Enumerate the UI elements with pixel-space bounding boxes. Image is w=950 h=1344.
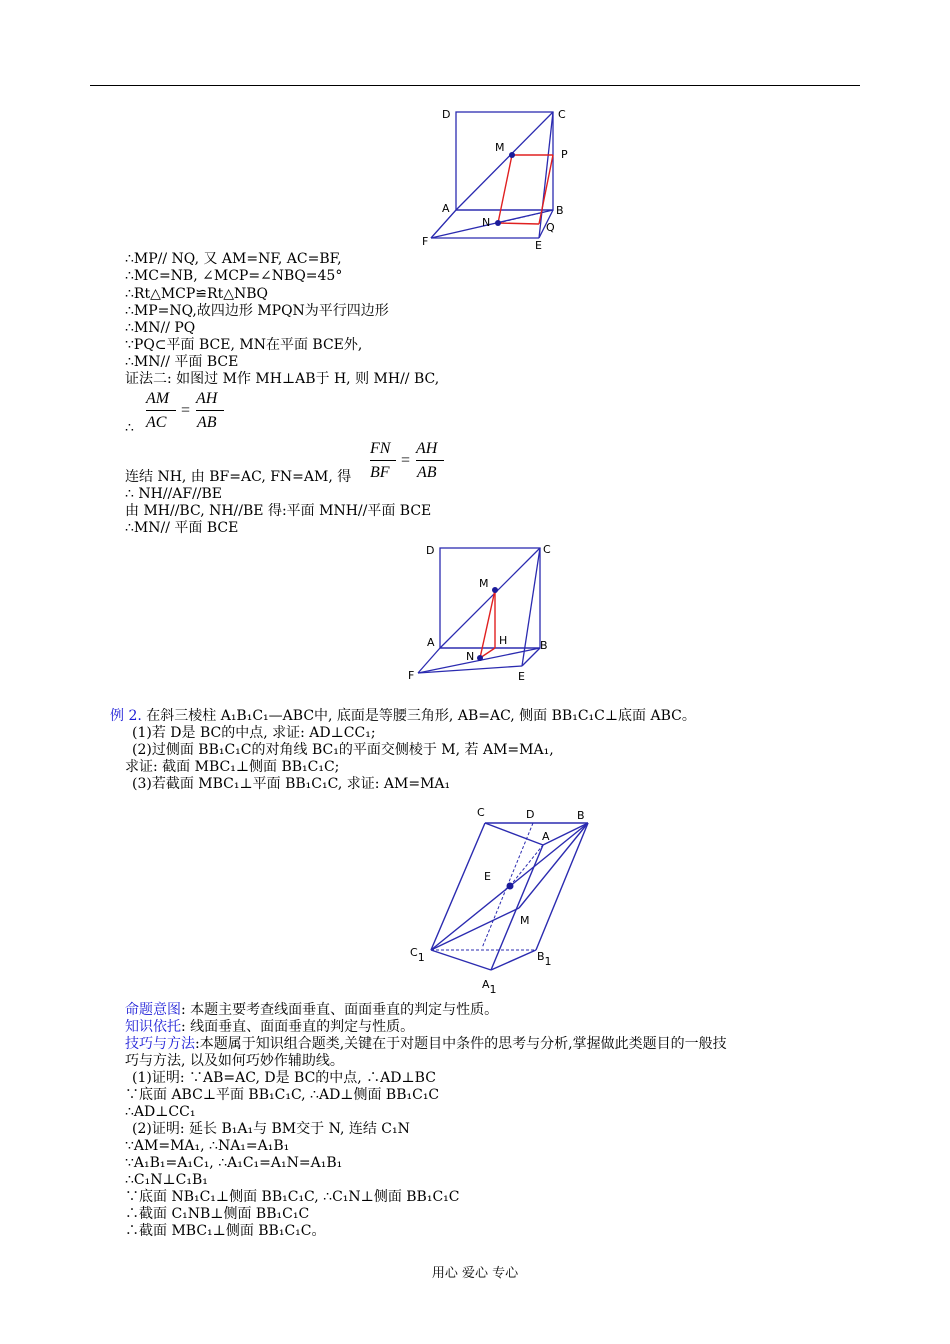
proof2-line5: ∵AM=MA₁, ∴NA₁=A₁B₁	[125, 1138, 290, 1154]
label-e: E	[535, 239, 542, 250]
fraction-am-ac	[146, 390, 226, 436]
proof2-line2: ∵底面 ABC⊥平面 BB₁C₁C, ∴AD⊥侧面 BB₁C₁C	[125, 1087, 440, 1103]
frac1-den-left: AC	[146, 414, 167, 431]
proof1-line3: ∴Rt△MCP≌Rt△NBQ	[125, 286, 268, 302]
proof1-line1: ∴MP// NQ, 又 AM=NF, AC=BF,	[125, 251, 342, 267]
example2-q1: (1)若 D是 BC的中点, 求证: AD⊥CC₁;	[132, 725, 376, 741]
label-c: C	[558, 108, 566, 121]
example2-text: 在斜三棱柱 A₁B₁C₁—ABC中, 底面是等腰三角形, AB=AC, 侧面 BB₁C₁C⊥底面 ABC。	[141, 708, 696, 724]
proof1-line9: ∴	[125, 420, 134, 436]
example2-q3: (3)若截面 MBC₁⊥平面 BB₁C₁C, 求证: AM=MA₁	[132, 776, 451, 792]
proof1-line8: 证法二: 如图过 M作 MH⊥AB于 H, 则 MH// BC,	[125, 371, 440, 387]
label-b: B	[556, 204, 564, 217]
label-c: C	[477, 806, 485, 819]
label-d: D	[426, 544, 435, 557]
frac2-bar-left	[370, 460, 396, 461]
example2-q2b: 求证: 截面 MBC₁⊥侧面 BB₁C₁C;	[125, 759, 340, 775]
proof2-line4: (2)证明: 延长 B₁A₁与 BM交于 N, 连结 C₁N	[132, 1121, 410, 1137]
proof2-line6: ∵A₁B₁=A₁C₁, ∴A₁C₁=A₁N=A₁B₁	[125, 1155, 343, 1171]
label-q: Q	[546, 221, 555, 234]
frac2-num-left: FN	[370, 440, 391, 457]
basis-text: : 线面垂直、面面垂直的判定与性质。	[181, 1019, 415, 1035]
frac1-equals: =	[181, 402, 191, 419]
frac2-den-left: BF	[370, 464, 390, 481]
intent-line	[125, 1002, 498, 1019]
label-d: D	[442, 108, 451, 121]
proof2-line1: (1)证明: ∵AB=AC, D是 BC的中点, ∴AD⊥BC	[132, 1070, 436, 1086]
intent-text: : 本题主要考查线面垂直、面面垂直的判定与性质。	[181, 1002, 499, 1018]
proof2-line3: ∴AD⊥CC₁	[125, 1104, 196, 1120]
label-n: N	[482, 216, 491, 229]
label-f: F	[422, 235, 429, 248]
label-b1: B1	[537, 950, 552, 968]
fraction-fn-bf	[370, 440, 450, 486]
label-h: H	[499, 634, 508, 647]
proof1-line6: ∵PQ⊂平面 BCE, MN在平面 BCE外,	[125, 337, 363, 353]
label-d: D	[526, 808, 535, 821]
example2-q2: (2)过侧面 BB₁C₁C的对角线 BC₁的平面交侧棱于 M, 若 AM=MA₁,	[132, 742, 554, 758]
frac1-den-right: AB	[197, 414, 217, 431]
proof1-line13: ∴MN// 平面 BCE	[125, 520, 239, 536]
proof2-line8: ∵底面 NB₁C₁⊥侧面 BB₁C₁C, ∴C₁N⊥侧面 BB₁C₁C	[125, 1189, 460, 1205]
label-m: M	[495, 141, 505, 154]
proof1-line11: ∴ NH//AF//BE	[125, 486, 223, 502]
example2-label: 例 2.	[110, 708, 142, 724]
proof1-line5: ∴MN// PQ	[125, 320, 196, 336]
basis-label: 知识依托	[125, 1019, 181, 1035]
label-m: M	[479, 577, 489, 590]
label-b: B	[540, 639, 548, 652]
label-c1: C1	[410, 946, 425, 964]
label-f: F	[408, 669, 415, 682]
label-a: A	[427, 636, 435, 649]
label-e: E	[484, 870, 491, 883]
page-footer: 用心 爱心 专心	[431, 1266, 519, 1281]
label-p: P	[561, 148, 568, 161]
figure-cube-mpqn	[415, 100, 585, 250]
proof2-line9: ∴截面 C₁NB⊥侧面 BB₁C₁C	[125, 1206, 310, 1222]
proof1-line12: 由 MH//BC, NH//BE 得:平面 MNH//平面 BCE	[125, 503, 432, 519]
frac1-bar-left	[146, 410, 176, 411]
label-a: A	[542, 830, 550, 843]
frac2-den-right: AB	[417, 464, 437, 481]
label-c: C	[543, 543, 551, 556]
figure-cube-mnh	[400, 538, 560, 686]
skill-label: 技巧与方法	[125, 1036, 195, 1052]
label-b: B	[577, 809, 585, 822]
proof2-line7: ∴C₁N⊥C₁B₁	[125, 1172, 208, 1188]
basis-line	[125, 1019, 414, 1036]
frac1-bar-right	[196, 410, 224, 411]
label-e: E	[518, 670, 525, 683]
proof1-line7: ∴MN// 平面 BCE	[125, 354, 239, 370]
proof1-line10: 连结 NH, 由 BF=AC, FN=AM, 得	[125, 469, 352, 485]
proof1-line4: ∴MP=NQ,故四边形 MPQN为平行四边形	[125, 303, 389, 319]
frac2-num-right: AH	[416, 440, 438, 457]
frac2-bar-right	[416, 460, 444, 461]
label-m: M	[520, 914, 530, 927]
skill-line2: 巧与方法, 以及如何巧妙作辅助线。	[125, 1053, 344, 1069]
intent-label: 命题意图	[125, 1002, 181, 1018]
header-rule	[90, 85, 860, 86]
skill-text: :本题属于知识组合题类,关键在于对题目中条件的思考与分析,掌握做此类题目的一般技	[195, 1036, 727, 1052]
frac1-num-left: AM	[146, 390, 170, 407]
skill-line	[125, 1036, 727, 1053]
frac2-equals: =	[401, 452, 411, 469]
proof2-line10: ∴截面 MBC₁⊥侧面 BB₁C₁C。	[125, 1223, 326, 1239]
label-a: A	[442, 202, 450, 215]
figure-oblique-prism	[400, 798, 600, 998]
label-a1: A1	[482, 978, 497, 996]
label-n: N	[466, 650, 475, 663]
proof1-line2: ∴MC=NB, ∠MCP=∠NBQ=45°	[125, 268, 343, 284]
example2-statement	[110, 708, 696, 725]
frac1-num-right: AH	[196, 390, 218, 407]
